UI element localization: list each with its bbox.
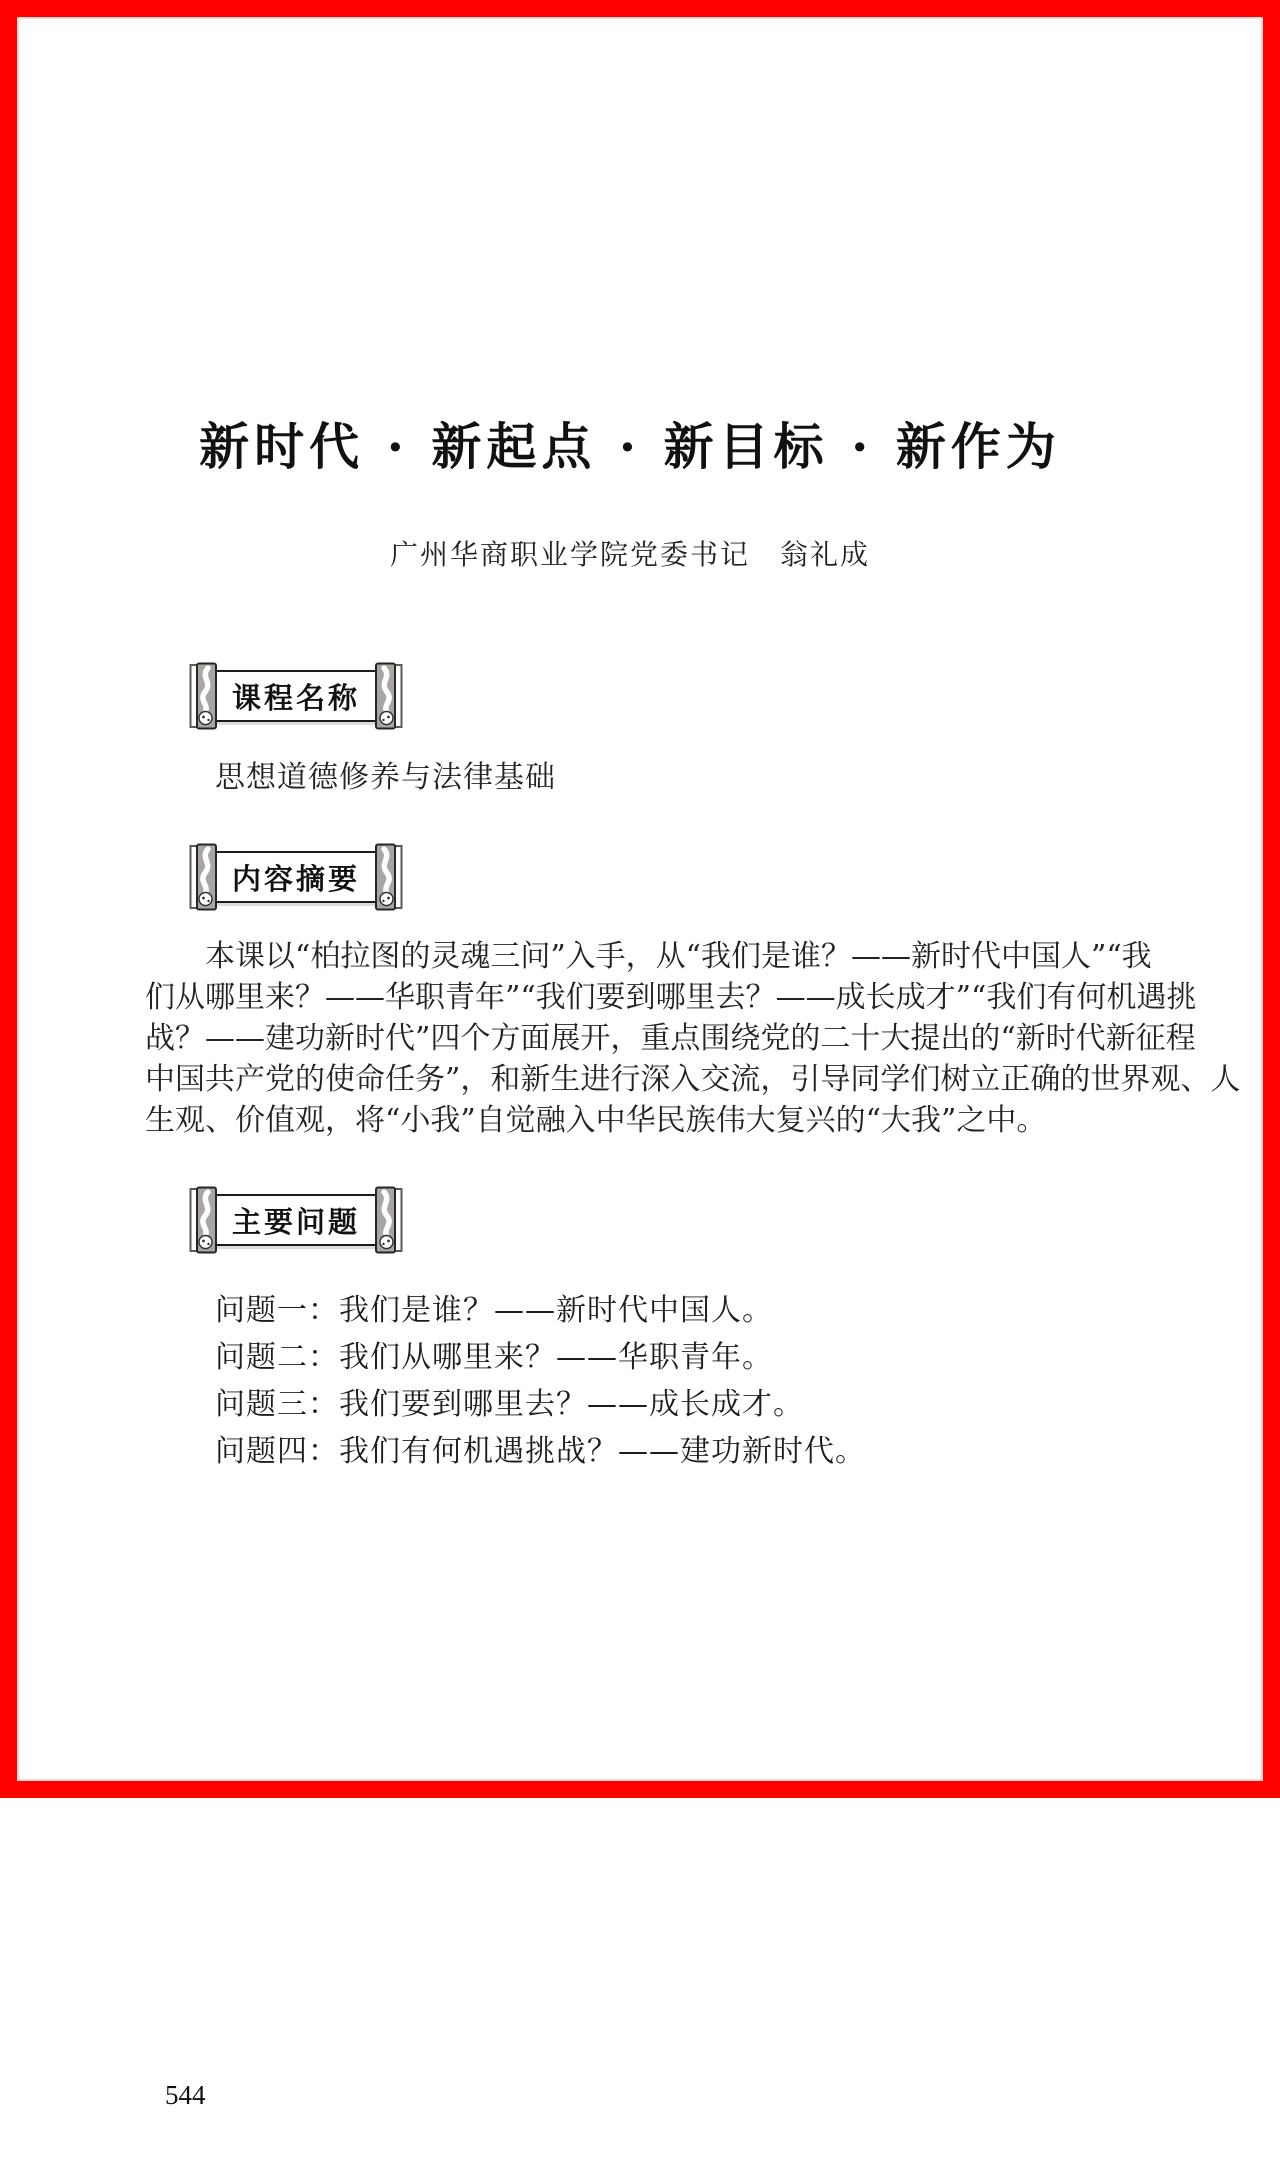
question-item: 问题一：我们是谁？——新时代中国人。 (215, 1293, 773, 1328)
scroll-end-icon (371, 661, 405, 731)
abstract-line: 们从哪里来？——华职青年”“我们要到哪里去？——成长成才”“我们有何机遇挑 (145, 980, 1197, 1015)
scroll-end-icon (371, 1185, 405, 1255)
page-content (17, 415, 1263, 2179)
course-name-text: 思想道德修养与法律基础 (215, 760, 556, 795)
page-title: 新时代 · 新起点 · 新目标 · 新作为 (199, 417, 1061, 476)
page-number: 544 (165, 2080, 206, 2110)
section-header-course-name (187, 661, 405, 731)
section-header-abstract (187, 842, 405, 912)
abstract-line: 战？——建功新时代”四个方面展开，重点围绕党的二十大提出的“新时代新征程 (145, 1021, 1196, 1056)
question-item: 问题三：我们要到哪里去？——成长成才。 (215, 1387, 804, 1422)
question-item: 问题二：我们从哪里来？——华职青年。 (215, 1340, 773, 1375)
scroll-end-icon (371, 842, 405, 912)
section-header-main-questions (187, 1185, 405, 1255)
scroll-end-icon (187, 661, 221, 731)
section-heading: 内容摘要 (214, 851, 378, 903)
abstract-paragraph (145, 936, 1241, 1141)
question-list (215, 1287, 1115, 1475)
scroll-end-icon (187, 842, 221, 912)
section-heading: 课程名称 (214, 670, 378, 722)
question-item: 问题四：我们有何机遇挑战？——建功新时代。 (215, 1434, 866, 1469)
abstract-line: 中国共产党的使命任务”，和新生进行深入交流，引导同学们树立正确的世界观、人 (145, 1062, 1241, 1097)
abstract-line: 生观、价值观，将“小我”自觉融入中华民族伟大复兴的“大我”之中。 (145, 1103, 1047, 1138)
abstract-line: 本课以“柏拉图的灵魂三问”入手，从“我们是谁？——新时代中国人”“我 (205, 939, 1152, 974)
author-line: 广州华商职业学院党委书记 翁礼成 (389, 538, 870, 571)
section-heading: 主要问题 (214, 1194, 378, 1246)
scroll-end-icon (187, 1185, 221, 1255)
